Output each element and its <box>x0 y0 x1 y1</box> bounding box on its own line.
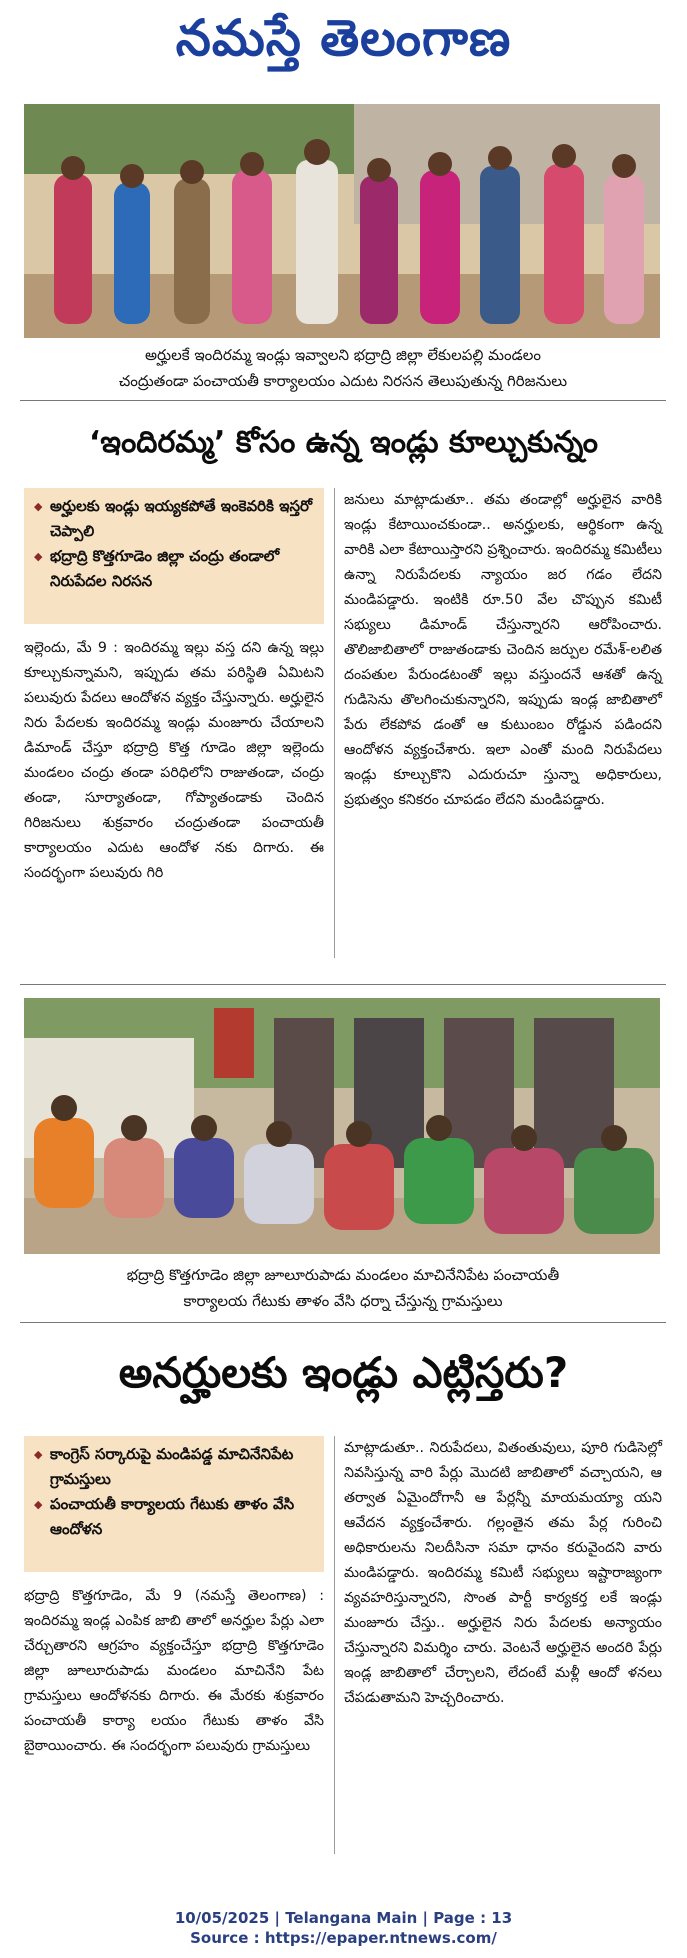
story-1-body-col1: ఇల్లెందు, మే 9 : ఇందిరమ్మ ఇల్లు వస్త దని ఉన్న ఇల్లు కూల్చుకున్నామని, ఇప్పుడు తమ పరిస్థితి ఏమిటని పలువురు పేదలు ఆందోళన వ్యక్తం చేస్తున్నారు. అర్హులైన నిరు పేదలకు ఇందిరమ్మ ఇండ్లు మంజూరు చేయాలని డిమాండ్ చేస్తూ భద్రాద్రి కొత్త గూడెం జిల్లా ఇల్లెందు మండలం చంద్రు తండా పరిధిలోని రాజుతండా, చంద్రు తండా, సూర్యాతండా, గోప్యాతండాకు చెందిన గిరిజనులు శుక్రవారం చంద్రుతండా పంచాయతీ కార్యాలయం ఎదుట ఆందోళ నకు దిగారు. ఈ సందర్భంగా పలువురు గిరి <box>24 640 324 881</box>
section-divider <box>20 1322 666 1323</box>
story-1-column-1 <box>24 636 324 886</box>
story-2-column-2 <box>344 1436 662 1711</box>
protest-photo-1 <box>24 104 660 338</box>
photo-2-caption-line1: భద్రాద్రి కొత్తగూడెం జిల్లా జూలూరుపాడు మండలం మాచినేనిపేట పంచాయతీ <box>126 1266 560 1284</box>
story-2-highlights <box>24 1436 324 1572</box>
story-1-highlight-item: ◆ భద్రాద్రి కొత్తగూడెం జిల్లా చంద్రు తండాలో నిరుపేదల నిరసన <box>34 544 314 594</box>
story-2-body-col2: మాట్లాడుతూ.. నిరుపేదలు, వితంతువులు, పూరి గుడిసెల్లో నివసిస్తున్న వారి పేర్లు మొదటి జాబితాలో వచ్చాయని, ఆ తర్వాత ఏమైందోగానీ ఆ పేర్లన్నీ మాయమయ్యా యని ఆవేదన వ్యక్తంచేశారు. గల్లంతైన తమ పేర్ల గురించి అధికారులను నిలదీసినా సమా ధానం కరువైందని వారు మండిపడ్డారు. ఇందిరమ్మ కమిటీ సభ్యులు ఇష్టారాజ్యంగా వ్యవహరిస్తున్నారని, సొంత పార్టీ కార్యకర్త లకే ఇండ్లు మంజూరు చేస్తు.. అర్హులైన నిరు పేదలకు అన్యాయం చేస్తున్నారని విమర్శిం చారు. వెంటనే అర్హులైన అందరి పేర్లు ఇండ్ల జాబితాలో చేర్చాలని, లేదంటే మళ్లీ ఆందో ళనలు చేపడుతామని హెచ్చరించారు. <box>344 1440 662 1706</box>
protest-photo-2 <box>24 998 660 1254</box>
photo-1-caption <box>20 342 666 394</box>
photo-2-caption-line2: కార్యాలయ గేటుకు తాళం వేసి ధర్నా చేస్తున్న గ్రామస్తులు <box>183 1292 503 1310</box>
story-2-body-col1: భద్రాద్రి కొత్తగూడెం, మే 9 (నమస్తే తెలంగాణ) : ఇందిరమ్మ ఇండ్ల ఎంపిక జాబి తాలో అనర్హుల పేర్లు ఎలా చేర్చుతారని ఆగ్రహం వ్యక్తంచేస్తూ భద్రాద్రి కొత్తగూడెం జిల్లా జూలూరుపాడు మండలం మాచినేని పేట గ్రామస్తులు ఆందోళనకు దిగారు. ఈ మేరకు శుక్రవారం పంచాయతీ కార్యా లయం గేటుకు తాళం వేసి బైఠాయించారు. ఈ సందర్భంగా పలువురు గ్రామస్తులు <box>24 1588 324 1754</box>
story-1-headline: ‘ఇందిరమ్మ’ కోసం ఉన్న ఇండ్లు కూల్చుకున్నం <box>89 425 598 460</box>
footer-date-edition: 10/05/2025 | Telangana Main | Page : 13 <box>174 1909 513 1927</box>
photo-1-caption-line1: అర్హులకే ఇందిరమ్మ ఇండ్లు ఇవ్వాలని భద్రాద్రి జిల్లా లేకులపల్లి మండలం <box>145 346 541 364</box>
story-1-column-2 <box>344 488 662 813</box>
section-divider <box>20 984 666 985</box>
story-2-column-1 <box>24 1584 324 1759</box>
story-2-highlight-item: ◆ కాంగ్రెస్ సర్కారుపై మండిపడ్డ మాచినేనిపేట గ్రామస్తులు <box>34 1442 314 1492</box>
protest-photo-2-illustration <box>24 998 660 1254</box>
story-1-highlight-item: ◆ అర్హులకు ఇండ్లు ఇయ్యకపోతే ఇంకెవరికి ఇస్తరో చెప్పాలి <box>34 494 314 544</box>
page-footer <box>0 1908 687 1948</box>
story-2-headline: అనర్హులకు ఇండ్లు ఎట్లిస్తరు? <box>118 1348 569 1397</box>
column-rule <box>334 1436 335 1854</box>
photo-1-caption-line2: చంద్రుతండా పంచాయతీ కార్యాలయం ఎదుట నిరసన తెలుపుతున్న గిరిజనులు <box>118 372 568 390</box>
footer-source-link[interactable]: Source : https://epaper.ntnews.com/ <box>190 1929 497 1947</box>
story-1-body-col2: జనులు మాట్లాడుతూ.. తమ తండాల్లో అర్హులైన వారికి ఇండ్లు కేటాయించకుండా.. అనర్హులకు, ఆర్థికంగా ఉన్న వారికి ఎలా కేటాయిస్తారని ప్రశ్నించారు. ఇందిరమ్మ కమిటీలు ఉన్నా నిరుపేదలకు న్యాయం జర గడం లేదని మండిపడ్డారు. ఇంటికి రూ.50 వేల చొప్పున కమిటీ సభ్యులు డిమాండ్ చేస్తున్నారని ఆరోపించారు. తొలిజాబితాలో రాజుతండాకు చెందిన జర్పుల రమేశ్-లలిత దంపతుల పేరుండటంతో ఇల్లు వస్తుందనే ఆశతో ఉన్న గుడిసెను తొలగించుకున్నారని, ఇప్పుడు ఇండ్ల జాబితాలో పేరు లేకపోవ డంతో ఆ కుటుంబం రోడ్డున పడిందని ఆందోళన వ్యక్తంచేశారు. ఇలా ఎంతో మంది నిరుపేదలు ఇండ్లు కూల్చుకొని ఎదురుచూ స్తున్నా అధికారులు, ప్రభుత్వం కనికరం చూపడం లేదని మండిపడ్డారు. <box>344 492 662 808</box>
protest-photo-1-illustration <box>24 104 660 338</box>
masthead-title: నమస్తే తెలంగాణ <box>175 9 512 67</box>
story-2-highlight-item: ◆ పంచాయతీ కార్యాలయ గేటుకు తాళం వేసి ఆందోళన <box>34 1492 314 1542</box>
section-divider <box>20 400 666 401</box>
story-1-highlights <box>24 488 324 624</box>
column-rule <box>334 488 335 958</box>
photo-2-caption <box>20 1262 666 1314</box>
